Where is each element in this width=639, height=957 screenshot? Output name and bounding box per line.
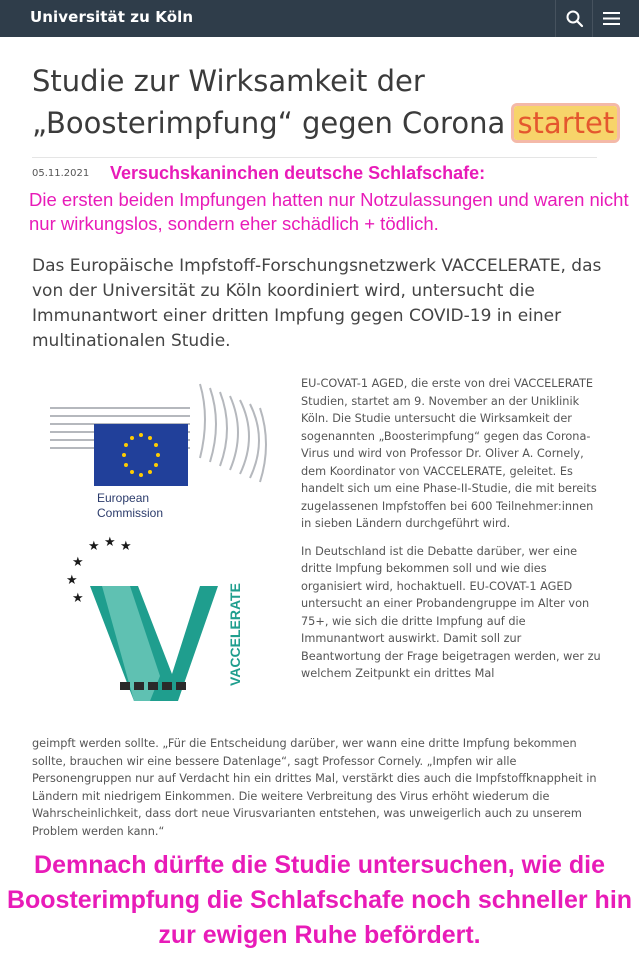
svg-text:★: ★: [88, 539, 100, 554]
overlay-comment: Die ersten beiden Impfungen hatten nur Notzulassungen und waren nicht nur wirkungslos, sondern eher schädlich + tödlich.: [29, 189, 629, 234]
title-highlight: startet: [514, 106, 617, 140]
article-column: [301, 375, 601, 693]
svg-text:★: ★: [72, 591, 84, 606]
svg-text:★: ★: [120, 539, 132, 554]
vaccelerate-label: VACCELERATE: [227, 583, 243, 686]
ec-label-line2: Commission: [97, 506, 164, 520]
svg-text:★: ★: [104, 536, 116, 550]
european-commission-logo: [50, 378, 272, 528]
article-lead: Das Europäische Impfstoff-Forschungsnetzwerk VACCELERATE, das von der Universität zu Köln koordiniert wird, untersucht die Immunantwort einer dritten Impfung gegen COVID-19 in einer multinationalen Studie.: [32, 256, 602, 351]
page-title: [32, 60, 622, 144]
title-divider: [32, 157, 597, 158]
article-paragraph-3: geimpft werden sollte. „Für die Entscheidung darüber, wer wann eine dritte Impfung bekommen sollte, brauchen wir eine bessere Datenlage“, sagt Professor Cornely. „Impfen wir alle Personengruppen nur auf Verdacht hin ein drittes Mal, verstärkt dies auch die Impfstoffknappheit in Ländern mit niedrigem Einkommen. Die weitere Verbreitung des Virus erhöht wiederum die Wahrscheinlichkeit, dass dort neue Virusvarianten entstehen, was unweigerlich auch zu unserem Problem werden kann.“: [32, 737, 597, 838]
menu-button[interactable]: [592, 0, 630, 37]
title-text: Studie zur Wirksamkeit der „Boosterimpfung“ gegen Corona: [32, 64, 506, 140]
svg-text:★: ★: [72, 555, 84, 570]
search-icon: [565, 9, 584, 28]
site-brand[interactable]: Universität zu Köln: [30, 8, 194, 26]
top-navigation-bar: [0, 0, 639, 37]
logo-column: [50, 378, 272, 708]
article-paragraph-1: EU-COVAT-1 AGED, die erste von drei VACCELERATE Studien, startet am 9. November an der Uniklinik Köln. Die Studie untersucht die Wirksamkeit der sogenannten „Boosterimpfung“ gegen das Corona-Virus und wird von Professor Dr. Oliver A. Cornely, dem Koordinator von VACCELERATE, geleitet. Es handelt sich um eine Phase-II-Studie, die mit bereits zugelassenen Impfstoffen bei 600 Teilnehmer:innen in sieben Ländern durchgeführt wird.: [301, 377, 597, 530]
article-paragraph-2: In Deutschland ist die Debatte darüber, wer eine dritte Impfung bekommen soll und wie dies organisiert wird, hochaktuell. EU-COVAT-1 AGED untersucht an einer Probandengruppe im Alter von 75+, wie sich die dritte Impfung auf die Immunantwort auswirkt. Damit soll zur Beantwortung der Frage beigetragen werden, wer zu welchem Zeitpunkt ein drittes Mal: [301, 544, 601, 680]
publish-date: 05.11.2021: [32, 168, 90, 179]
overlay-heading: Versuchskaninchen deutsche Schlafschafe:: [110, 163, 486, 183]
ec-label-line1: European: [97, 491, 150, 505]
search-button[interactable]: [555, 0, 593, 37]
vaccelerate-logo: [50, 536, 272, 706]
hamburger-menu-icon: [602, 9, 621, 28]
overlay-footer: Demnach dürfte die Studie untersuchen, wie die Boosterimpfung die Schlafschafe noch schneller hin zur ewigen Ruhe befördert.: [6, 851, 633, 949]
svg-text:★: ★: [66, 573, 78, 588]
